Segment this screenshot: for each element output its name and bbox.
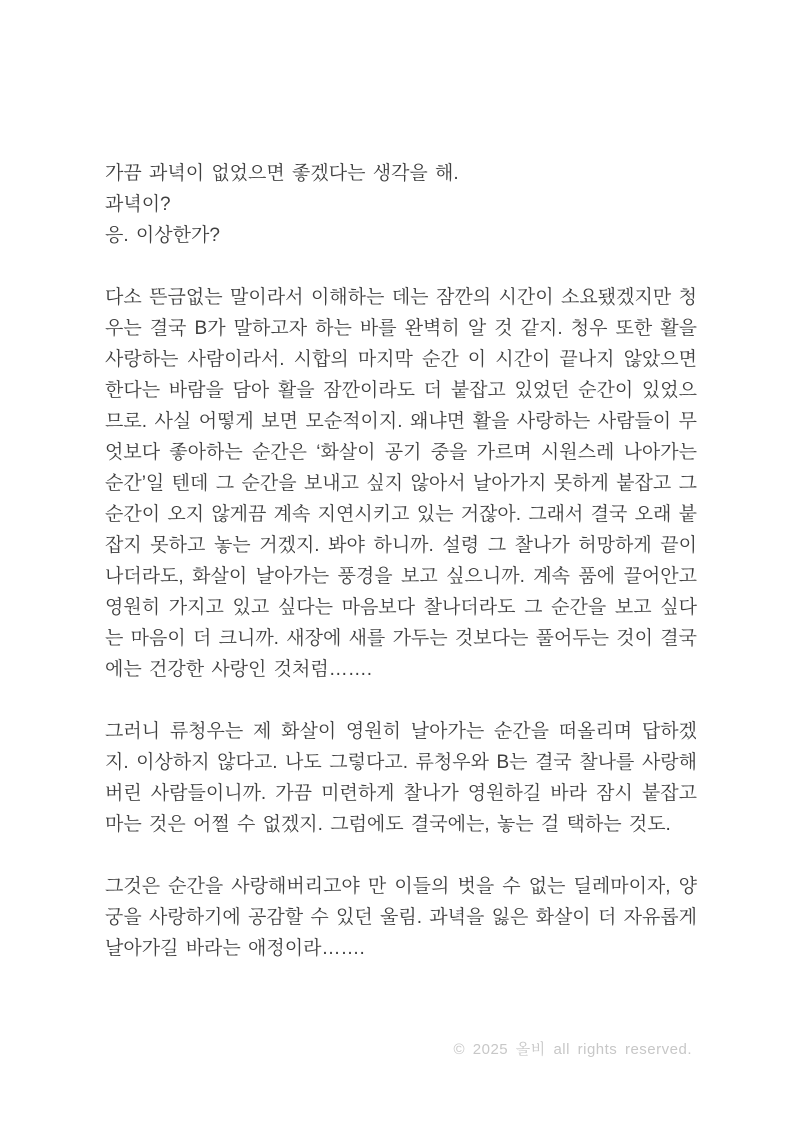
dialogue-line-3: 응. 이상한가?: [105, 225, 220, 246]
dialogue-line-2: 과녁이?: [105, 194, 171, 215]
paragraph-3: 그것은 순간을 사랑해버리고야 만 이들의 벗을 수 없는 딜레마이자, 양궁을 사랑하기에 공감할 수 있던 울림. 과녁을 잃은 화살이 더 자유롭게 날아가길 바라는 애정이라…….: [105, 876, 697, 959]
dialogue-line-1: 가끔 과녁이 없었으면 좋겠다는 생각을 해.: [105, 163, 459, 184]
paragraph-1: 다소 뜬금없는 말이라서 이해하는 데는 잠깐의 시간이 소요됐겠지만 청우는 결국 B가 말하고자 하는 바를 완벽히 알 것 같지. 청우 또한 활을 사랑하는 사람이라서. 시합의 마지막 순간 이 시간이 끝나지 않았으면 한다는 바람을 담아 활을 잠깐이라도 더 붙잡고 있었던 순간이 있었으므로. 사실 어떻게 보면 모순적이지. 왜냐면 활을 사랑하는 사람들이 무엇보다 좋아하는 순간은 ‘화살이 공기 중을 가르며 시원스레 나아가는 순간’일 텐데 그 순간을 보내고 싶지 않아서 날아가지 못하게 붙잡고 그 순간이 오지 않게끔 계속 지연시키고 있는 거잖아. 그래서 결국 오래 붙잡지 못하고 놓는 거겠지. 봐야 하니까. 설령 그 찰나가 허망하게 끝이 나더라도, 화살이 날아가는 풍경을 보고 싶으니까. 계속 품에 끌어안고 영원히 가지고 있고 싶다는 마음보다 찰나더라도 그 순간을 보고 싶다는 마음이 더 크니까. 새장에 새를 가두는 것보다는 풀어두는 것이 결국에는 건강한 사랑인 것처럼…….: [105, 287, 697, 680]
dialogue-block: [105, 158, 697, 251]
paragraph-2: 그러니 류청우는 제 화살이 영원히 날아가는 순간을 떠올리며 답하겠지. 이상하지 않다고. 나도 그렇다고. 류청우와 B는 결국 찰나를 사랑해버린 사람들이니까. 가끔 미련하게 찰나가 영원하길 바라 잠시 붙잡고 마는 것은 어쩔 수 없겠지. 그럼에도 결국에는, 놓는 걸 택하는 것도.: [105, 721, 697, 835]
copyright-notice: © 2025 올비 all rights reserved.: [453, 1041, 692, 1058]
text-body: [105, 158, 697, 995]
